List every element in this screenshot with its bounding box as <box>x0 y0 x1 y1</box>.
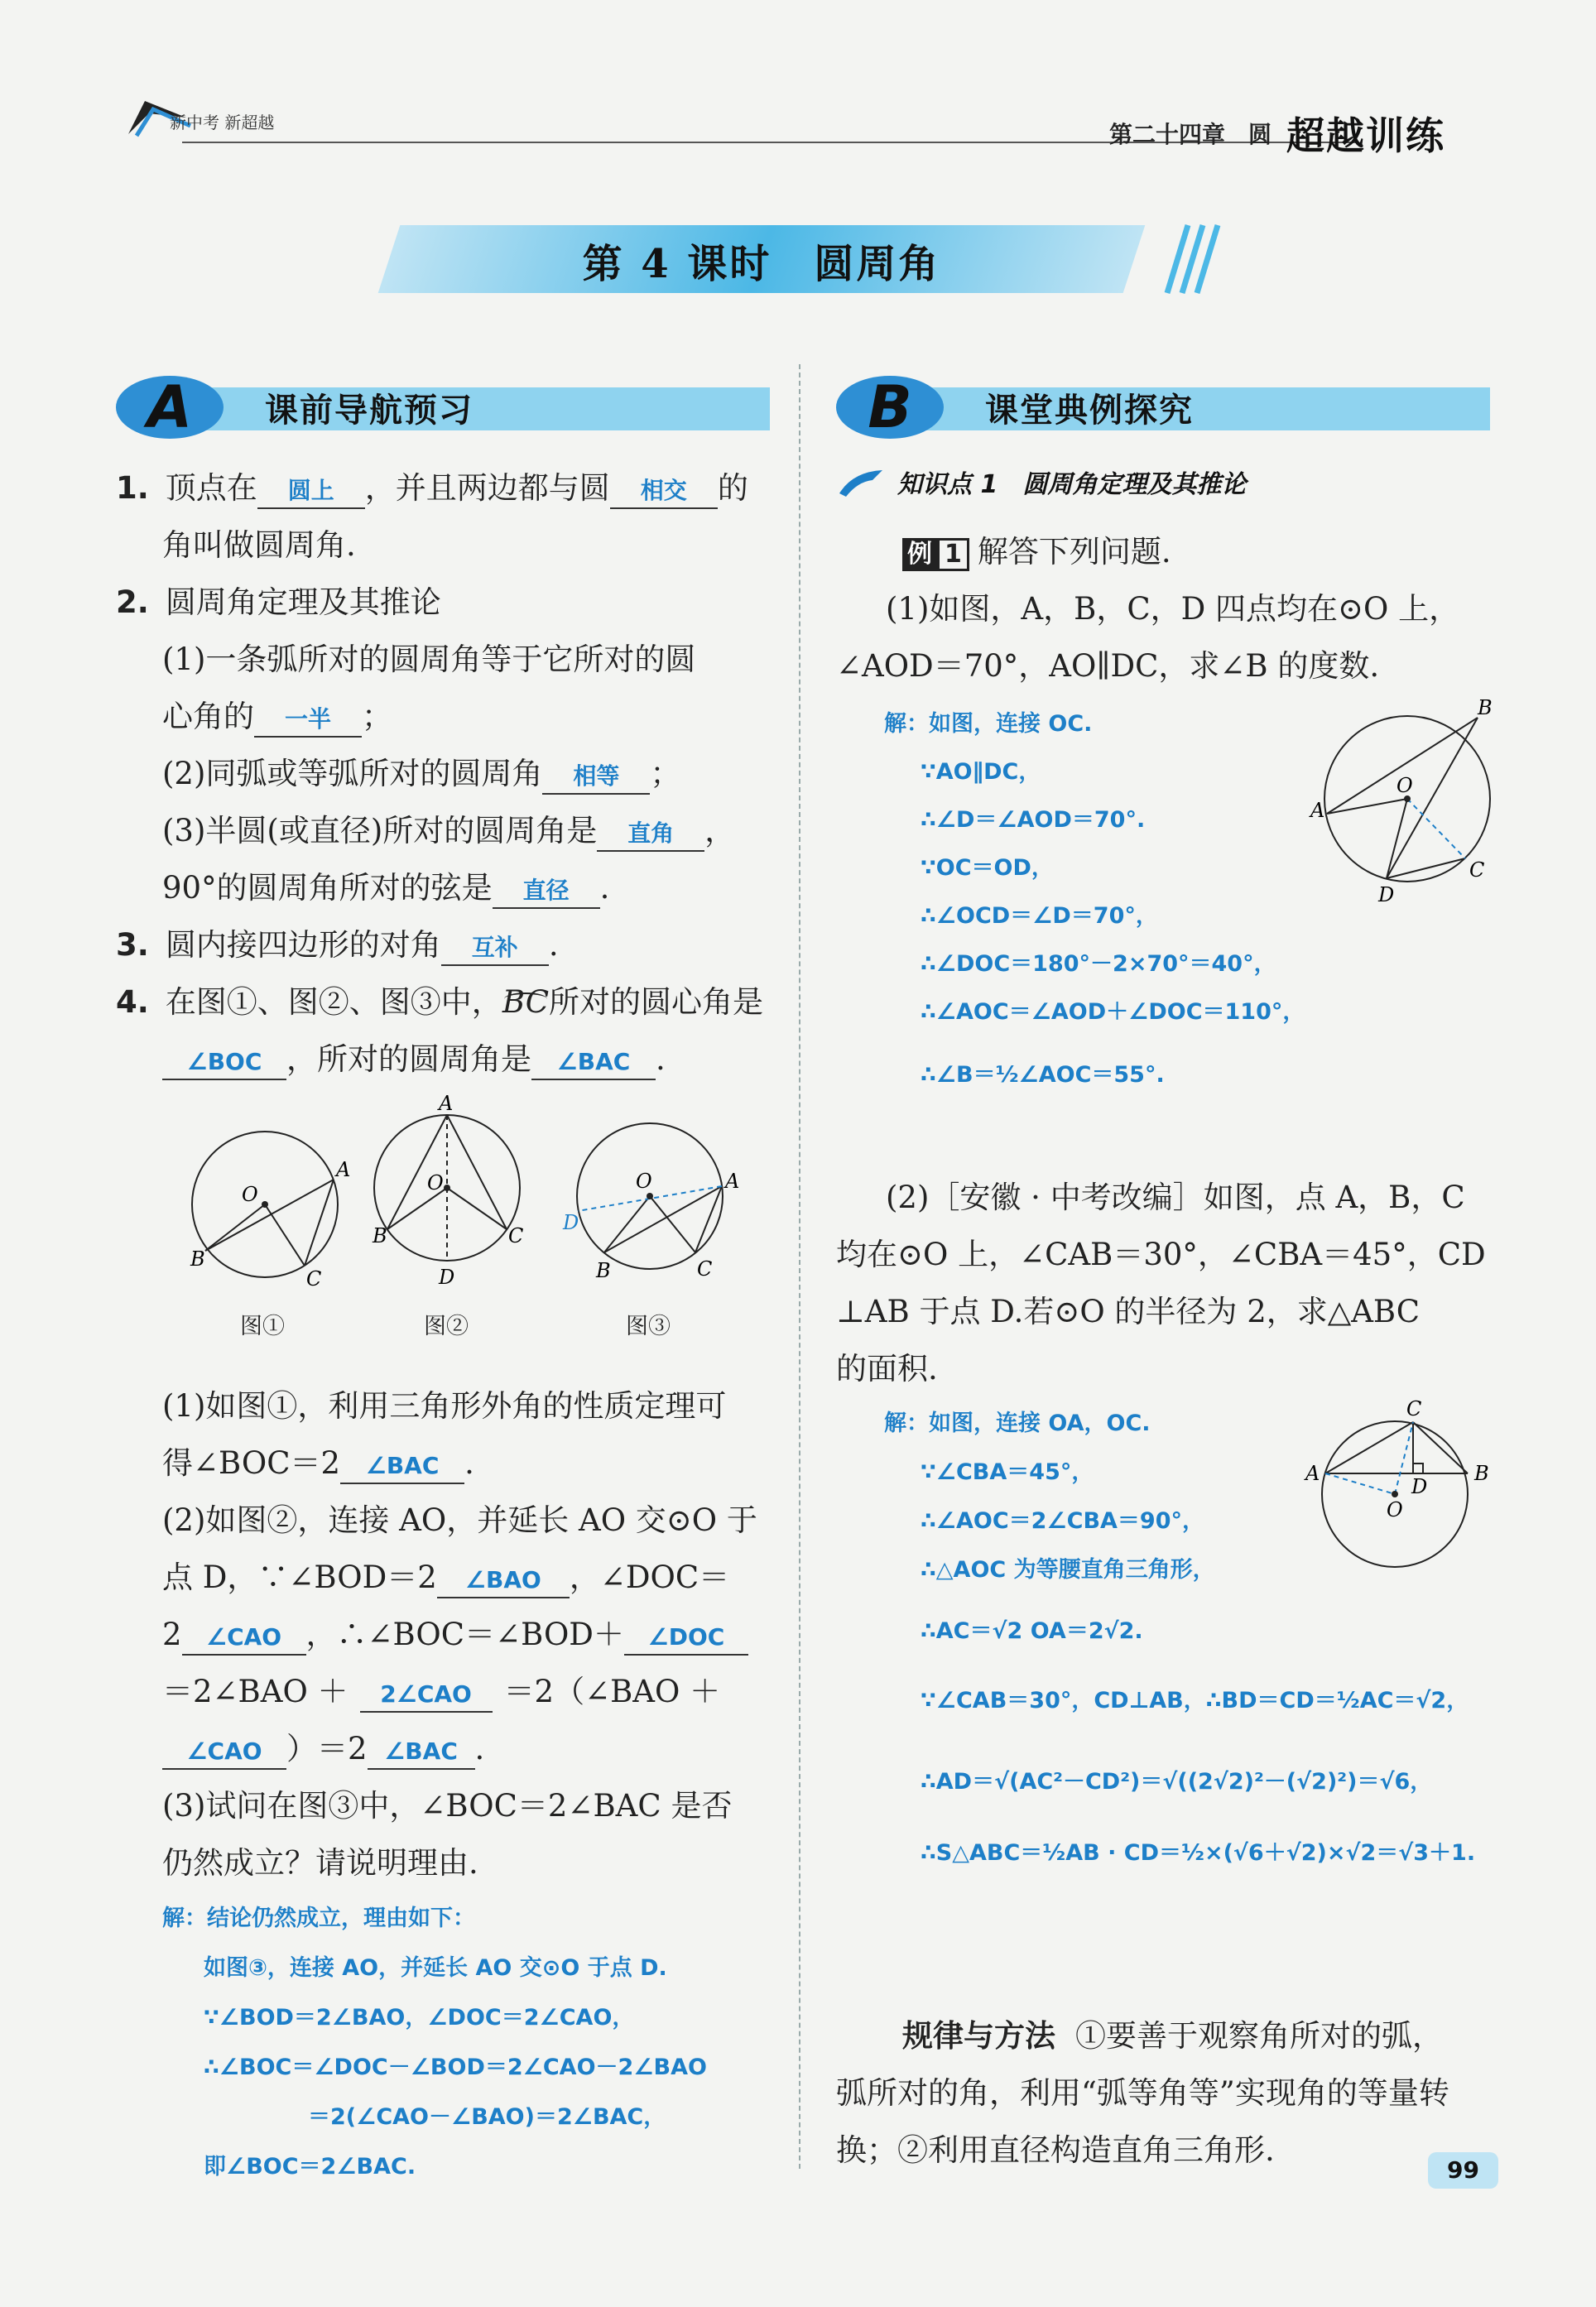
q1-line2: 角叫做圆周角. <box>162 527 356 563</box>
q2-part3: (3)半圆(或直径)所对的圆周角是 直角 ， <box>162 802 735 859</box>
q4-line2: ∠BOC ，所对的圆周角是 ∠BAC . <box>162 1031 666 1088</box>
svg-text:O: O <box>636 1170 652 1193</box>
q2-part4: 90°的圆周角所对的弦是 直径 . <box>162 859 609 916</box>
svg-text:B: B <box>190 1247 205 1271</box>
q4-sub1-line2: 得∠BOC＝2 ∠BAC . <box>162 1435 474 1492</box>
p2-solution-line: ∴AD＝√(AC²－CD²)＝√((2√2)²－(√2)²)＝√6， <box>921 1769 1433 1795</box>
example-number: 1 <box>937 538 969 571</box>
q3-answer: 互补 <box>471 934 518 961</box>
svg-text:D: D <box>1378 883 1395 906</box>
example-p2-line4: 的面积. <box>836 1351 938 1387</box>
example-figure-2 <box>1287 1399 1511 1589</box>
svg-text:O: O <box>1387 1498 1403 1521</box>
q4-sub2-answer-5: ∠CAO <box>186 1737 262 1765</box>
p2-solution-line: ∵∠CAB＝30°，CD⊥AB，∴BD＝CD＝½AC＝√2， <box>921 1688 1469 1713</box>
svg-text:B: B <box>596 1259 611 1282</box>
q4-sub2-answer-1: ∠BAO <box>464 1566 541 1593</box>
svg-text:C: C <box>1406 1397 1422 1420</box>
section-b-header <box>836 374 1490 440</box>
figure-3-caption: 图③ <box>626 1314 671 1339</box>
svg-text:C: C <box>508 1224 524 1247</box>
svg-text:C: C <box>1469 858 1485 882</box>
q2-part2: (2)同弧或等弧所对的圆周角 相等 ； <box>162 745 680 802</box>
q4-sub1-line1: (1)如图①，利用三角形外角的性质定理可 <box>162 1388 727 1424</box>
svg-text:O: O <box>1396 774 1413 797</box>
q4-sub2-line4: ＝2∠BAO ＋ 2∠CAO ＝2（∠BAO ＋ <box>162 1663 720 1720</box>
example-p1-line1: (1)如图，A，B，C，D 四点均在⊙O 上， <box>886 591 1460 627</box>
q4-solution-line: 即∠BOC＝2∠BAC. <box>204 2154 416 2180</box>
method-line1: 规律与方法 ①要善于观察角所对的弧， <box>902 2018 1443 2054</box>
example-p2-line3: ⊥AB 于点 D.若⊙O 的半径为 2，求△ABC <box>836 1294 1421 1329</box>
p1-solution-line: ∴∠OCD＝∠D＝70°， <box>921 903 1158 929</box>
p2-solution-line: ∴AC＝√2 OA＝2√2. <box>921 1618 1143 1644</box>
p2-solution-line: ∴△AOC 为等腰直角三角形， <box>921 1557 1215 1583</box>
q2-answer-1: 一半 <box>284 705 331 733</box>
example-p1-line2: ∠AOD＝70°，AO∥DC，求∠B 的度数. <box>836 648 1380 684</box>
q2-part1-line1: (1)一条弧所对的圆周角等于它所对的圆 <box>162 642 696 677</box>
q2-answer-2: 相等 <box>573 762 620 790</box>
section-b-title: 课堂典例探究 <box>985 391 1194 430</box>
q4-sub2-line2: 点 D，∵∠BOD＝2 ∠BAO ，∠DOC＝ <box>162 1549 729 1606</box>
svg-text:A: A <box>1305 1462 1320 1485</box>
q4-sub2-line5: ∠CAO ）＝2 ∠BAC . <box>162 1720 484 1777</box>
svg-text:A: A <box>1310 799 1325 822</box>
p2-solution-line: ∴∠AOC＝2∠CBA＝90°， <box>921 1508 1205 1534</box>
p1-solution-line: 解：如图，连接 OC. <box>884 711 1093 737</box>
figure-1-caption: 图① <box>240 1314 285 1339</box>
q4-sub2-answer-4: 2∠CAO <box>380 1680 472 1708</box>
series-text: 新中考 新超越 <box>170 112 275 132</box>
svg-text:O: O <box>242 1183 258 1206</box>
banner-stripes <box>1151 225 1217 293</box>
section-b-letter: B <box>836 376 944 439</box>
header-right <box>1109 106 1445 161</box>
svg-text:B: B <box>1474 1462 1489 1485</box>
q4-sub2-line1: (2)如图②，连接 AO，并延长 AO 交⊙O 于 <box>162 1502 757 1538</box>
q1-line1: 1. 顶点在 圆上 ，并且两边都与圆 相交 的 <box>116 459 748 517</box>
figure-2-caption: 图② <box>424 1314 469 1339</box>
knowledge-point-text: 知识点 1 圆周角定理及其推论 <box>897 470 1247 499</box>
svg-text:B: B <box>1478 696 1493 719</box>
q4-solution-line: 如图③，连接 AO，并延长 AO 交⊙O 于点 D. <box>204 1955 667 1981</box>
q4-sub1-answer: ∠BAC <box>365 1452 440 1479</box>
svg-text:O: O <box>427 1171 444 1194</box>
svg-text:D: D <box>439 1266 455 1289</box>
q4-sub2-answer-3: ∠DOC <box>647 1623 725 1651</box>
brand-label: 超越训练 <box>1286 113 1446 158</box>
arc-bc: BC <box>502 984 549 1020</box>
header-series <box>170 96 274 146</box>
q4-answer-1: ∠BOC <box>186 1048 262 1075</box>
q3: 3. 圆内接四边形的对角 互补 . <box>116 916 559 973</box>
arrow-icon <box>836 465 886 498</box>
q4-sub2-answer-6: ∠BAC <box>384 1737 458 1765</box>
knowledge-point-heading <box>836 464 1246 500</box>
svg-text:B: B <box>373 1224 387 1247</box>
q4-line1: 4. 在图①、图②、图③中， BC所对的圆心角是 <box>116 984 763 1020</box>
q4-solution-line: ＝2(∠CAO－∠BAO)＝2∠BAC， <box>308 2104 666 2130</box>
q4-sub3-line2: 仍然成立？请说明理由. <box>162 1845 478 1881</box>
svg-text:A: A <box>439 1092 454 1115</box>
svg-text:D: D <box>1411 1475 1428 1498</box>
figure-1 <box>182 1089 351 1304</box>
p2-solution-line: 解：如图，连接 OA，OC. <box>884 1411 1151 1436</box>
p1-solution-line: ∴∠D＝∠AOD＝70°. <box>921 807 1146 833</box>
method-title: 规律与方法 <box>902 2018 1055 2054</box>
svg-text:A: A <box>336 1158 351 1181</box>
svg-text:C: C <box>306 1267 322 1290</box>
q4-solution-line: ∴∠BOC＝∠DOC－∠BOD＝2∠CAO－2∠BAO <box>204 2055 707 2080</box>
page-number: 99 <box>1428 2152 1498 2189</box>
p2-solution-line: ∴S△ABC＝½AB · CD＝½×(√6＋√2)×√2＝√3＋1. <box>921 1840 1476 1866</box>
column-divider <box>799 364 800 2169</box>
svg-text:C: C <box>697 1257 713 1281</box>
q2-answer-3: 直角 <box>627 819 675 847</box>
q4-sub2-line3: 2 ∠CAO ，∴∠BOC＝∠BOD＋ ∠DOC <box>162 1606 748 1663</box>
q4-solution-line: 解：结论仍然成立，理由如下： <box>162 1906 475 1931</box>
q1-answer-2: 相交 <box>640 477 687 504</box>
q4-sub3-line1: (3)试问在图③中，∠BOC＝2∠BAC 是否 <box>162 1788 733 1824</box>
q2-answer-4: 直径 <box>522 877 570 904</box>
example-p2-line2: 均在⊙O 上，∠CAB＝30°，∠CBA＝45°，CD <box>836 1237 1486 1272</box>
q2-title: 2. 圆周角定理及其推论 <box>116 584 441 620</box>
p2-solution-line: ∵∠CBA＝45°， <box>921 1459 1094 1485</box>
lesson-title: 第 4 课时 圆周角 <box>582 241 941 287</box>
q1-answer-1: 圆上 <box>287 477 334 504</box>
p1-solution-line: ∴∠DOC＝180°－2×70°＝40°， <box>921 951 1276 977</box>
example-p2-line1: (2)［安徽 · 中考改编］如图，点 A，B，C <box>886 1180 1465 1215</box>
section-a-header <box>116 374 770 440</box>
section-a-letter: A <box>116 376 224 439</box>
example-label: 例 <box>902 538 937 571</box>
svg-text:D: D <box>563 1211 579 1234</box>
svg-text:A: A <box>725 1170 740 1193</box>
p1-solution-line: ∴∠AOC＝∠AOD＋∠DOC＝110°， <box>921 999 1305 1025</box>
figure-2 <box>364 1089 530 1304</box>
chapter-label: 第二十四章 圆 <box>1109 121 1272 148</box>
method-line3: 换；②利用直径构造直角三角形. <box>836 2132 1275 2168</box>
q4-answer-2: ∠BAC <box>556 1048 631 1075</box>
example-intro: 例 1 解答下列问题. <box>902 523 1171 580</box>
p1-solution-line: ∵OC＝OD， <box>921 855 1054 881</box>
p1-solution-line: ∵AO∥DC， <box>921 759 1041 785</box>
q4-solution-line: ∵∠BOD＝2∠BAO，∠DOC＝2∠CAO， <box>204 2005 635 2031</box>
example-figure-1 <box>1304 696 1511 906</box>
method-line2: 弧所对的角，利用“弧等角等”实现角的等量转 <box>836 2075 1449 2111</box>
section-a-title: 课前导航预习 <box>265 391 474 430</box>
p1-solution-line: ∴∠B＝½∠AOC＝55°. <box>921 1062 1165 1088</box>
q2-part1-line2: 心角的 一半 ； <box>162 688 392 745</box>
q4-sub2-answer-2: ∠CAO <box>205 1623 282 1651</box>
figure-3 <box>563 1089 745 1304</box>
